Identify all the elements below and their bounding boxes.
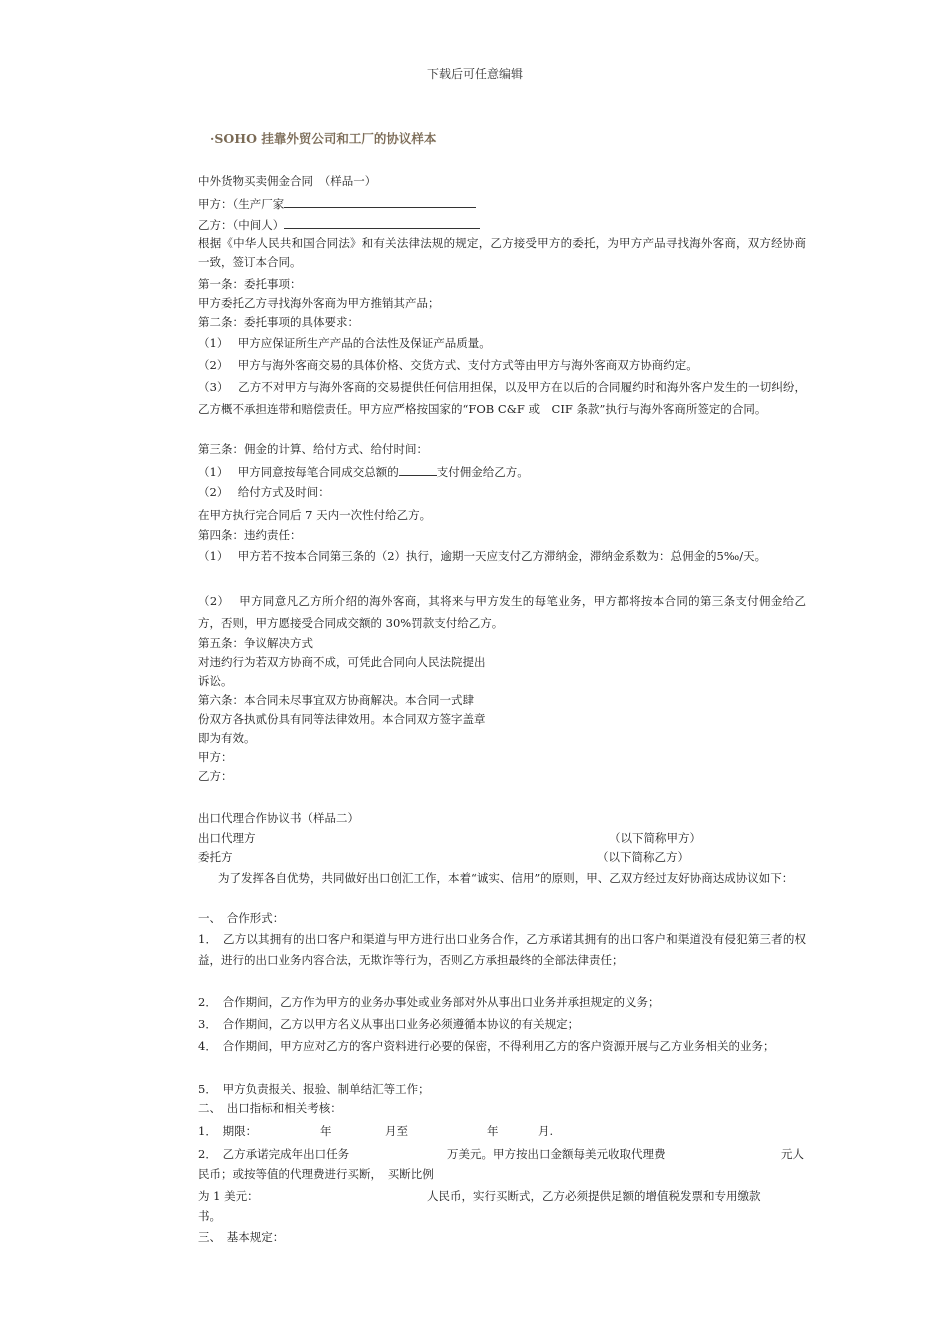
signature-party-b: 乙方： [198,769,233,783]
term-year-1: 年 [320,1124,332,1138]
target-currency: 元人 [781,1147,804,1161]
target-label: 2． 乙方承诺完成年出口任务 [198,1147,350,1161]
contract-1-title: 中外货物买卖佣金合同 （样品一） [198,174,377,188]
term-year-2: 年 [487,1124,499,1138]
article-5-line-2: 诉讼。 [198,674,233,688]
buyout-line: 民币；或按等值的代理费进行买断， 买断比例 [198,1167,434,1181]
contract-2-intro: 为了发挥各自优势，共同做好出口创汇工作，本着“诚实、信用”的原则，甲、乙双方经过友好协商达成协议如下： [218,871,794,885]
section-1-item-5: 5． 甲方负责报关、报验、制单结汇等工作； [198,1082,430,1096]
article-2-item-1: （1） 甲方应保证所生产产品的合法性及保证产品质量。 [198,336,491,350]
section-1-item-2: 2． 合作期间，乙方作为甲方的业务办事处或业务部对外从事出口业务并承担规定的义务； [198,995,660,1009]
section-3-title: 三、 基本规定： [198,1230,285,1244]
article-6-line-1: 第六条：本合同未尽事宜双方协商解决。本合同一式肆 [198,693,474,707]
article-3-item-1 [198,463,529,479]
article-3-item-1-pre: （1） 甲方同意按每笔合同成交总额的 [198,465,399,479]
client-note: （以下简称乙方） [597,850,689,864]
party-b-label: 乙方：（中间人） [198,218,285,232]
section-1-item-1: 1． 乙方以其拥有的出口客户和渠道与甲方进行出口业务合作，乙方承诺其拥有的出口客户和渠道没有侵犯第三者的权益，进行的出口业务内容合法，无欺诈等行为，否则乙方承担最终的全部法律责任； [198,932,806,967]
contract-1-intro: 根据《中华人民共和国合同法》和有关法律法规的规定，乙方接受甲方的委托，为甲方产品寻找海外客商，双方经协商一致，签订本合同。 [198,236,806,269]
rate-text: 人民币，实行买断式，乙方必须提供足额的增值税发票和专用缴款 [427,1189,761,1203]
article-3-item-1-post: 支付佣金给乙方。 [436,465,529,479]
party-b-blank [284,216,480,229]
section-1-item-4: 4． 合作期间，甲方应对乙方的客户资料进行必要的保密，不得利用乙方的客户资源开展与乙方业务相关的业务； [198,1039,775,1053]
article-2-item-3: （3） 乙方不对甲方与海外客商的交易提供任何信用担保，以及甲方在以后的合同履约时和海外客户发生的一切纠纷，乙方概不承担连带和赔偿责任。甲方应严格按国家的“FOB C&F 或 CIF 条款”执行与海外客商所签定的合同。 [198,380,806,416]
article-6-line-3: 即为有效。 [198,731,256,745]
party-a-label: 甲方：（生产厂家 [198,197,285,211]
article-2-title: 第二条：委托事项的具体要求： [198,315,359,329]
article-4-item-1: （1） 甲方若不按本合同第三条的（2）执行，逾期一天应支付乙方滞纳金，滞纳金系数为：总佣金的5‰/天。 [198,549,767,563]
party-b-line [198,216,480,232]
section-1-title: 一、 合作形式： [198,911,285,925]
article-4-item-2: （2） 甲方同意凡乙方所介绍的海外客商，其将来与甲方发生的每笔业务，甲方都将按本合同的第三条支付佣金给乙方，否则，甲方愿接受合同成交额的 30%罚款支付给乙方。 [198,594,806,630]
page-header: 下载后可任意编辑 [426,67,523,81]
article-3-item-2: （2） 给付方式及时间： [198,485,330,499]
article-1-body: 甲方委托乙方寻找海外客商为甲方推销其产品； [198,296,440,310]
article-5-line-1: 对违约行为若双方协商不成，可凭此合同向人民法院提出 [198,655,486,669]
commission-rate-blank [399,463,437,476]
agent-note: （以下简称甲方） [609,831,701,845]
party-a-line [198,195,476,211]
article-4-title: 第四条：违约责任： [198,528,302,542]
agent-label: 出口代理方 [198,831,256,845]
term-month-end: 月. [538,1124,554,1138]
term-label: 1． 期限： [198,1124,258,1138]
contract-2-title: 出口代理合作协议书（样品二） [198,811,359,825]
article-6-line-2: 份双方各执贰份具有同等法律效用。本合同双方签字盖章 [198,712,486,726]
article-5-title: 第五条：争议解决方式 [198,636,313,650]
rate-label: 为 1 美元： [198,1189,259,1203]
target-fee-text: 万美元。甲方按出口金额每美元收取代理费 [447,1147,666,1161]
section-2-title: 二、 出口指标和相关考核： [198,1101,342,1115]
article-3-body: 在甲方执行完合同后 7 天内一次性付给乙方。 [198,508,432,522]
document-title: ·SOHO 挂靠外贸公司和工厂的协议样本 [210,131,437,146]
client-label: 委托方 [198,850,233,864]
section-1-item-3: 3． 合作期间，乙方以甲方名义从事出口业务必须遵循本协议的有关规定； [198,1017,580,1031]
rate-text-end: 书。 [198,1209,221,1223]
article-2-item-2: （2） 甲方与海外客商交易的具体价格、交货方式、支付方式等由甲方与海外客商双方协商约定。 [198,358,698,372]
party-a-blank [284,195,476,208]
signature-party-a: 甲方： [198,750,233,764]
term-month-to: 月至 [385,1124,408,1138]
article-3-title: 第三条：佣金的计算、给付方式、给付时间： [198,442,428,456]
article-1-title: 第一条：委托事项： [198,277,302,291]
